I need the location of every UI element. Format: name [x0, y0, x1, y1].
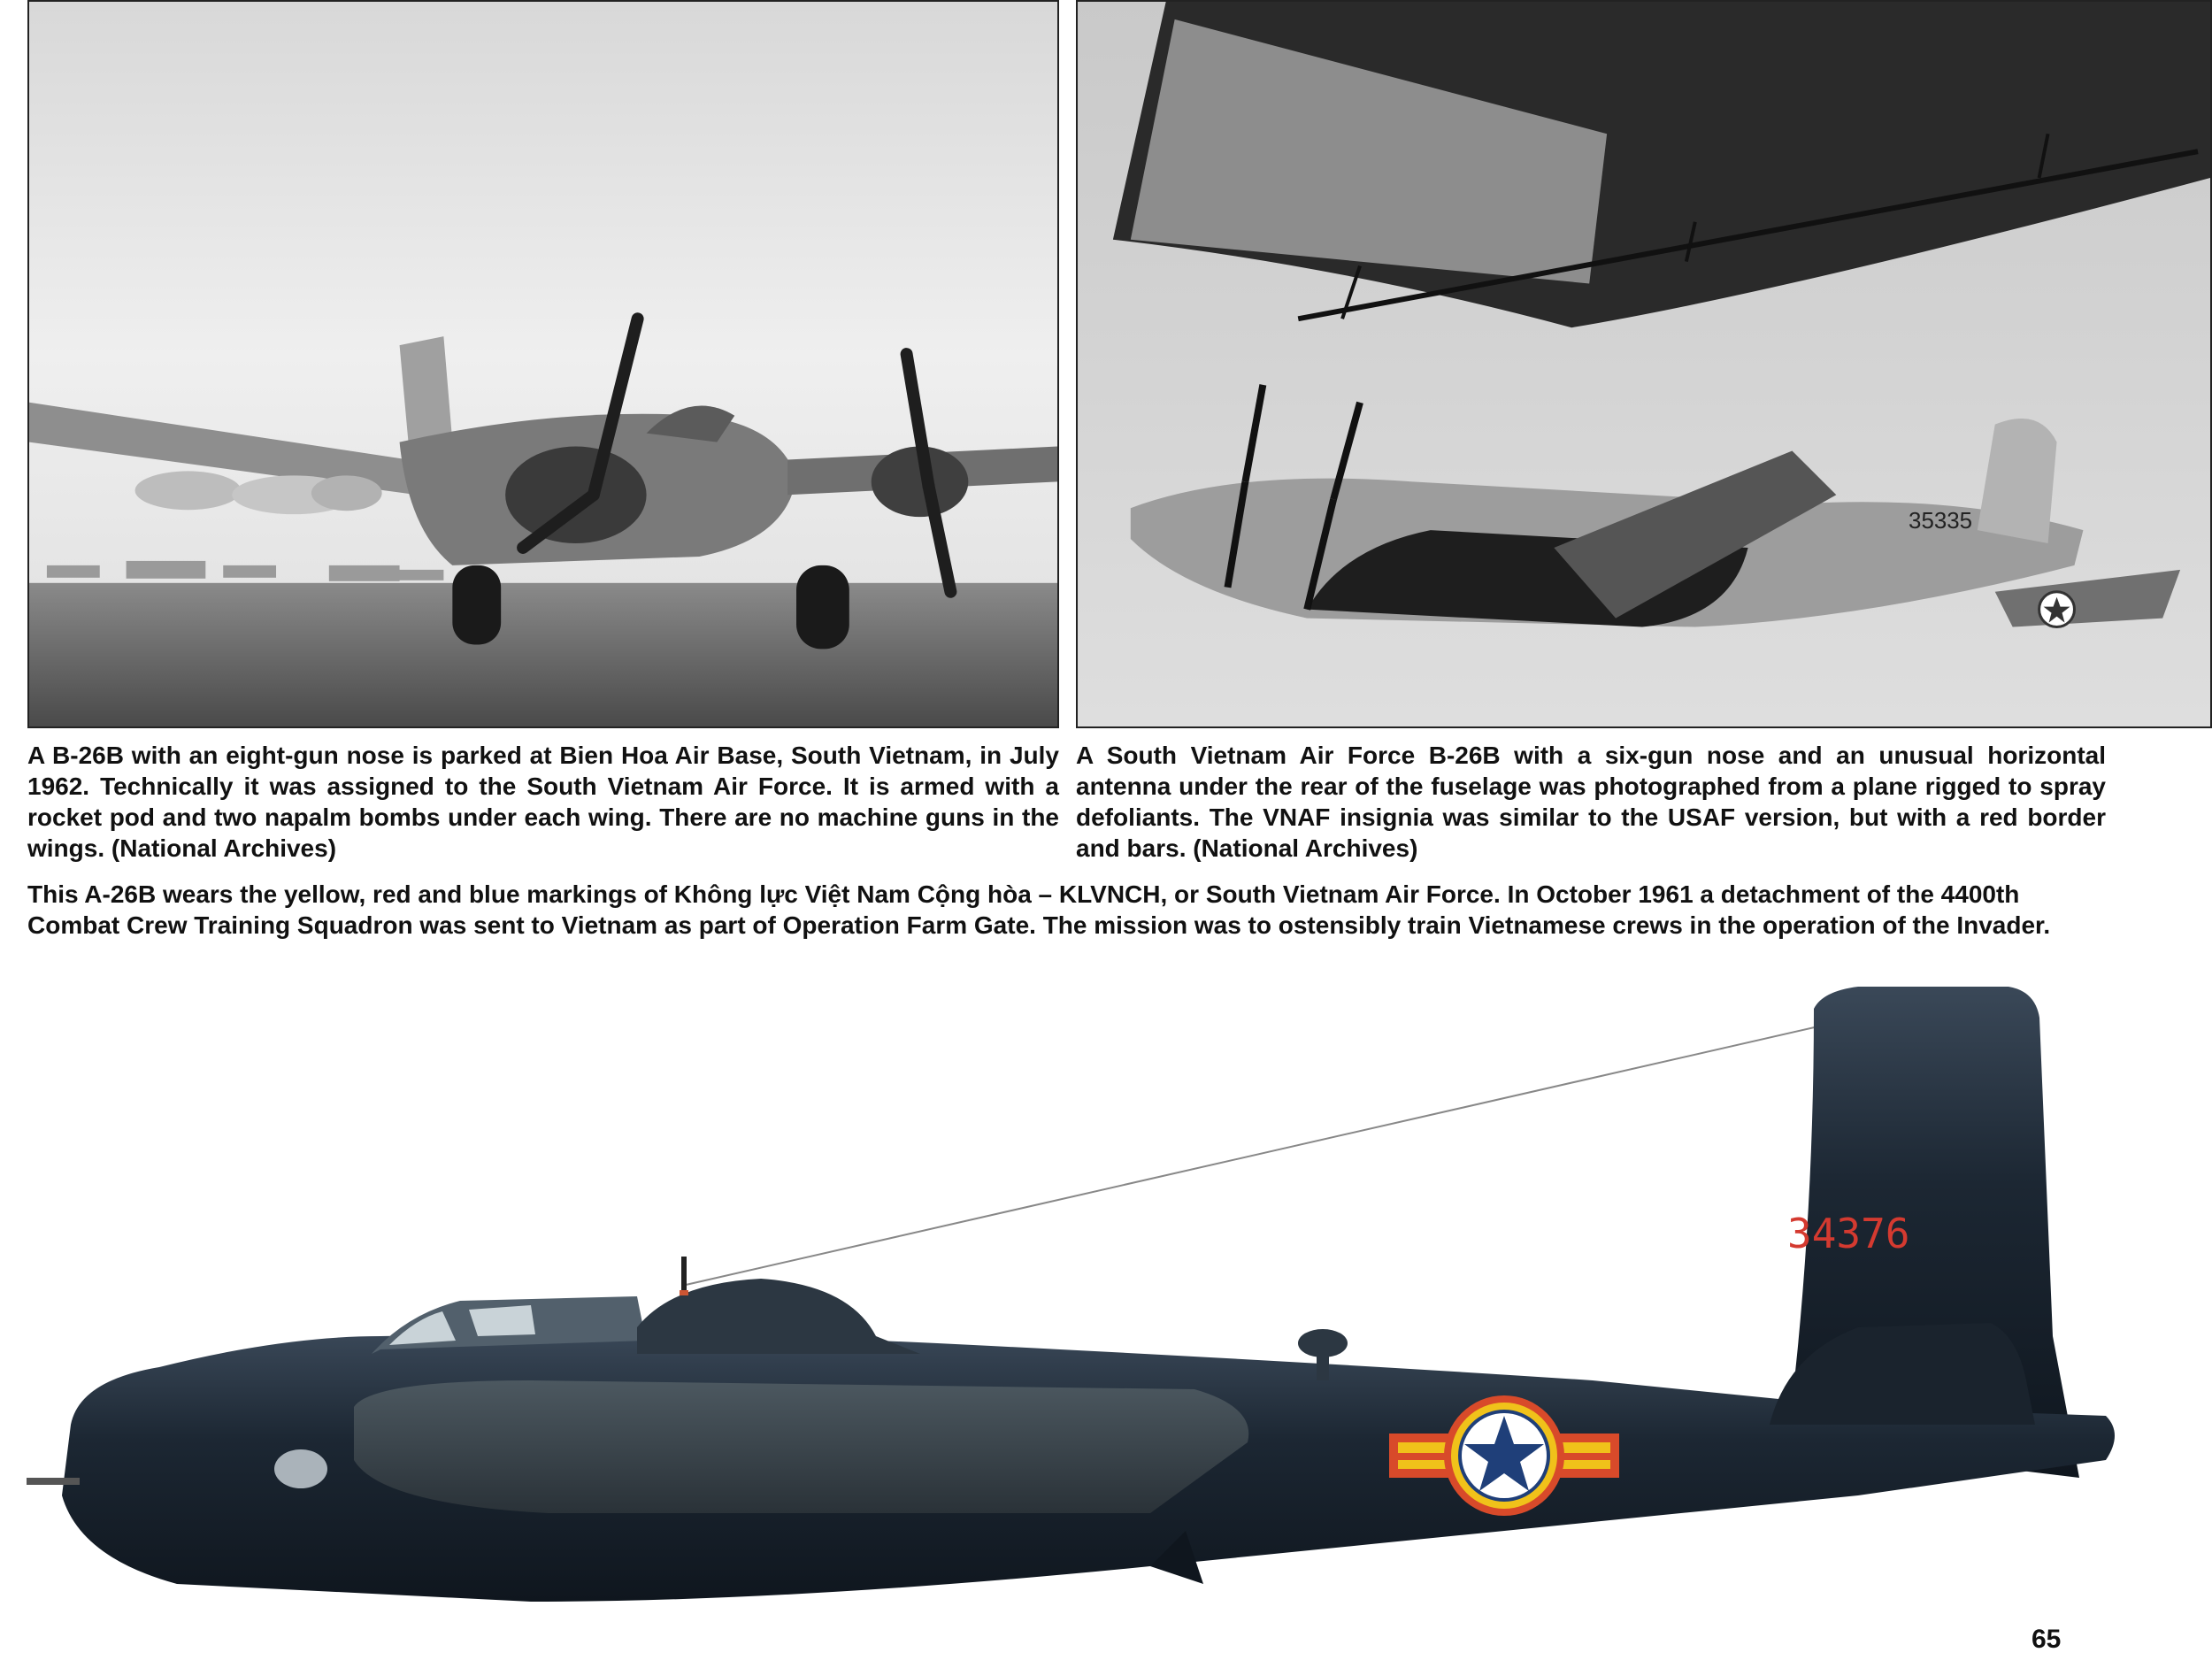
caption-parked-photo: A B-26B with an eight-gun nose is parked at Bien Hoa Air Base, South Vietnam, in July 1962. Technically it was assigned to the South Vietnam Air Force. It is armed with a rocket pod and two napalm bombs under each wing. There are no machine guns in the wings. (National Archives): [27, 742, 1059, 862]
tail-serial-number: 34376: [1787, 1210, 1910, 1257]
parked-aircraft-illustration: [29, 2, 1057, 726]
caption-flying-photo: A South Vietnam Air Force B-26B with a six-gun nose and an unusual horizontal antenna under the rear of the fuselage was photographed from a plane rigged to spray defoliants. The VNAF insignia was similar to the USAF version, but with a red border and bars. (National Archives): [1076, 742, 2106, 862]
page-number: 65: [2032, 1625, 2062, 1654]
photo-tail-number: 35335: [1909, 509, 1973, 534]
caption-profile-illustration: This A-26B wears the yellow, red and blue markings of Không lực Việt Nam Cộng hòa – KLVNCH, or South Vietnam Air Force. In October 1961 a detachment of the 4400th Combat Crew Training Squadron was sent to Vietnam as part of Operation Farm Gate. The mission was to ostensibly train Vietnamese crews in the operation of the Invader.: [27, 880, 2051, 939]
flying-aircraft-illustration: [1078, 2, 2210, 726]
a26b-side-profile: [0, 965, 2212, 1637]
photo-flying-b26b: [1076, 0, 2212, 728]
photo-parked-b26b: [27, 0, 1059, 728]
profile-illustration: [0, 965, 2212, 1637]
